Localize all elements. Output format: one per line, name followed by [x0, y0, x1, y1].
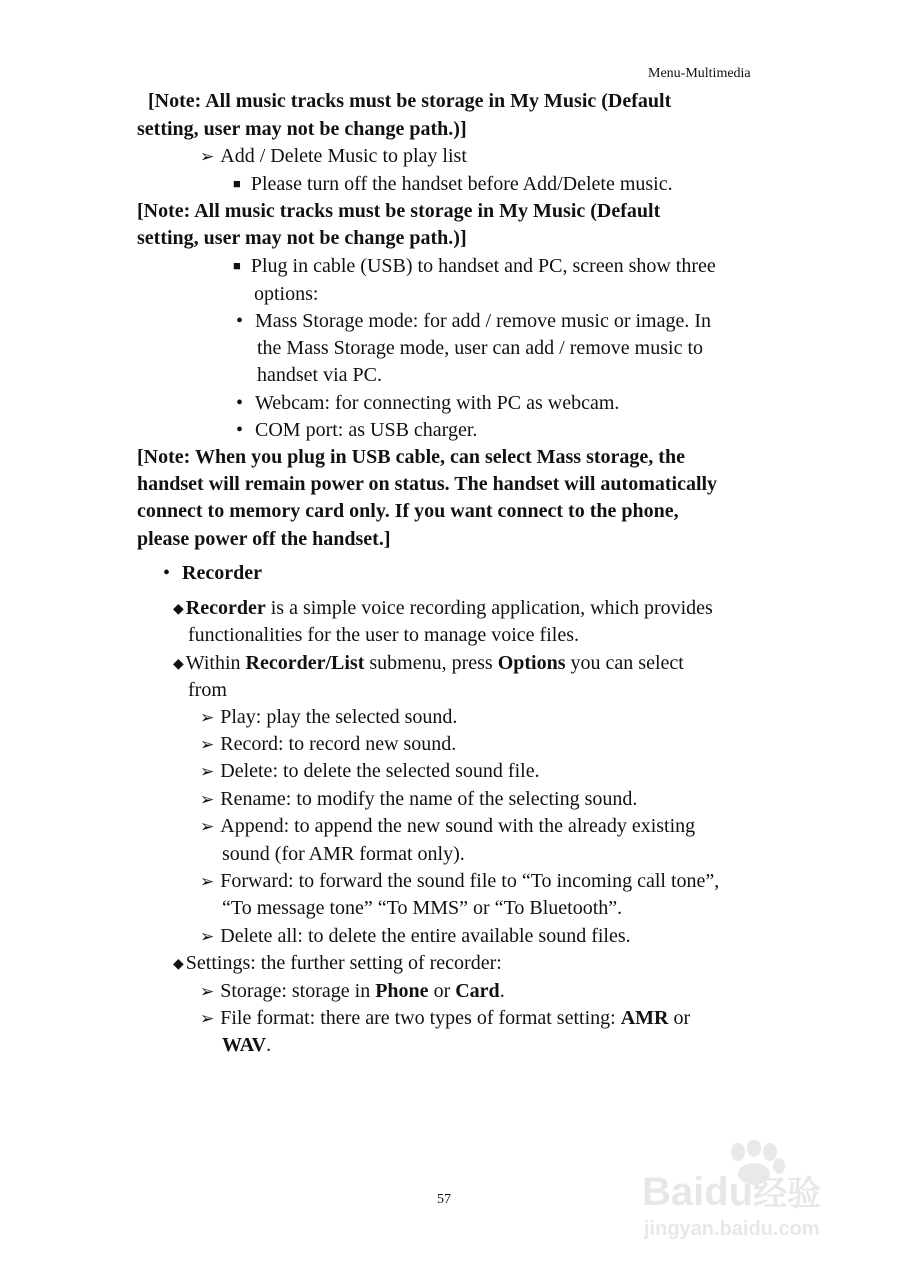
option-record: ➢ Record: to record new sound.: [200, 731, 456, 758]
page-number: 57: [437, 1192, 451, 1207]
note-1-line-1: [Note: All music tracks must be storage in My Music (Default: [148, 90, 672, 112]
option-append-line-2: sound (for AMR format only).: [222, 843, 465, 865]
option-forward-line-2: “To message tone” “To MMS” or “To Bluetooth”.: [222, 897, 623, 919]
arrow-bullet-icon: ➢: [200, 147, 215, 166]
recorder-intro-line-2: functionalities for the user to manage voice files.: [188, 624, 579, 646]
note-3-line-4: please power off the handset.]: [137, 528, 391, 550]
option-rename: ➢ Rename: to modify the name of the selecting sound.: [200, 786, 637, 813]
square-bullet-icon: ■: [233, 176, 241, 191]
arrow-bullet-icon: ➢: [200, 1009, 215, 1028]
diamond-bullet-icon: ◆: [173, 602, 184, 617]
option-delete: ➢ Delete: to delete the selected sound file.: [200, 758, 540, 785]
diamond-bullet-icon: ◆: [173, 657, 184, 672]
option-forward: ➢ Forward: to forward the sound file to “To incoming call tone”,: [200, 868, 719, 895]
recorder-heading: • Recorder: [163, 560, 262, 587]
arrow-bullet-icon: ➢: [200, 927, 215, 946]
setting-file-format: ➢ File format: there are two types of format setting: AMR or: [200, 1005, 690, 1032]
add-delete-subitem: ■ Please turn off the handset before Add/Delete music.: [233, 171, 673, 199]
running-header: Menu-Multimedia: [648, 66, 751, 81]
note-3-line-1: [Note: When you plug in USB cable, can select Mass storage, the: [137, 446, 685, 468]
recorder-within-line-2: from: [188, 679, 227, 701]
arrow-bullet-icon: ➢: [200, 762, 215, 781]
usb-instruction: ■ Plug in cable (USB) to handset and PC, screen show three: [233, 253, 716, 281]
baidu-jingyan-watermark: [642, 1140, 857, 1260]
square-bullet-icon: ■: [233, 258, 241, 273]
round-bullet-icon: •: [163, 562, 171, 584]
watermark-brand: Baidu经验: [642, 1170, 822, 1214]
mass-storage-line-3: handset via PC.: [257, 364, 382, 386]
webcam-item: • Webcam: for connecting with PC as webcam.: [236, 390, 619, 417]
recorder-within: ◆ Within Recorder/List submenu, press Options you can select: [173, 652, 684, 674]
option-append: ➢ Append: to append the new sound with the already existing: [200, 813, 695, 840]
diamond-bullet-icon: ◆: [173, 957, 184, 972]
note-1-line-2: setting, user may not be change path.)]: [137, 118, 467, 140]
note-2-line-2: setting, user may not be change path.)]: [137, 227, 467, 249]
option-delete-all: ➢ Delete all: to delete the entire available sound files.: [200, 923, 631, 950]
round-bullet-icon: •: [236, 419, 244, 441]
settings-item: ◆ Settings: the further setting of recorder:: [173, 952, 502, 974]
round-bullet-icon: •: [236, 310, 244, 332]
com-port-item: • COM port: as USB charger.: [236, 417, 477, 444]
arrow-bullet-icon: ➢: [200, 872, 215, 891]
arrow-bullet-icon: ➢: [200, 982, 215, 1001]
arrow-bullet-icon: ➢: [200, 708, 215, 727]
setting-storage: ➢ Storage: storage in Phone or Card.: [200, 978, 505, 1005]
arrow-bullet-icon: ➢: [200, 790, 215, 809]
add-delete-item: ➢ Add / Delete Music to play list: [200, 143, 467, 170]
round-bullet-icon: •: [236, 392, 244, 414]
mass-storage-line-2: the Mass Storage mode, user can add / remove music to: [257, 337, 703, 359]
mass-storage-item: • Mass Storage mode: for add / remove music or image. In: [236, 308, 711, 335]
note-3-line-3: connect to memory card only. If you want connect to the phone,: [137, 500, 679, 522]
setting-file-format-line-2: WAV.: [222, 1034, 272, 1056]
note-2-line-1: [Note: All music tracks must be storage in My Music (Default: [137, 200, 661, 222]
note-3-line-2: handset will remain power on status. The handset will automatically: [137, 473, 718, 495]
recorder-intro: ◆ Recorder is a simple voice recording application, which provides: [173, 597, 713, 619]
usb-instruction-cont: options:: [254, 283, 319, 305]
arrow-bullet-icon: ➢: [200, 817, 215, 836]
option-play: ➢ Play: play the selected sound.: [200, 704, 457, 731]
arrow-bullet-icon: ➢: [200, 735, 215, 754]
watermark-url: jingyan.baidu.com: [644, 1218, 820, 1240]
